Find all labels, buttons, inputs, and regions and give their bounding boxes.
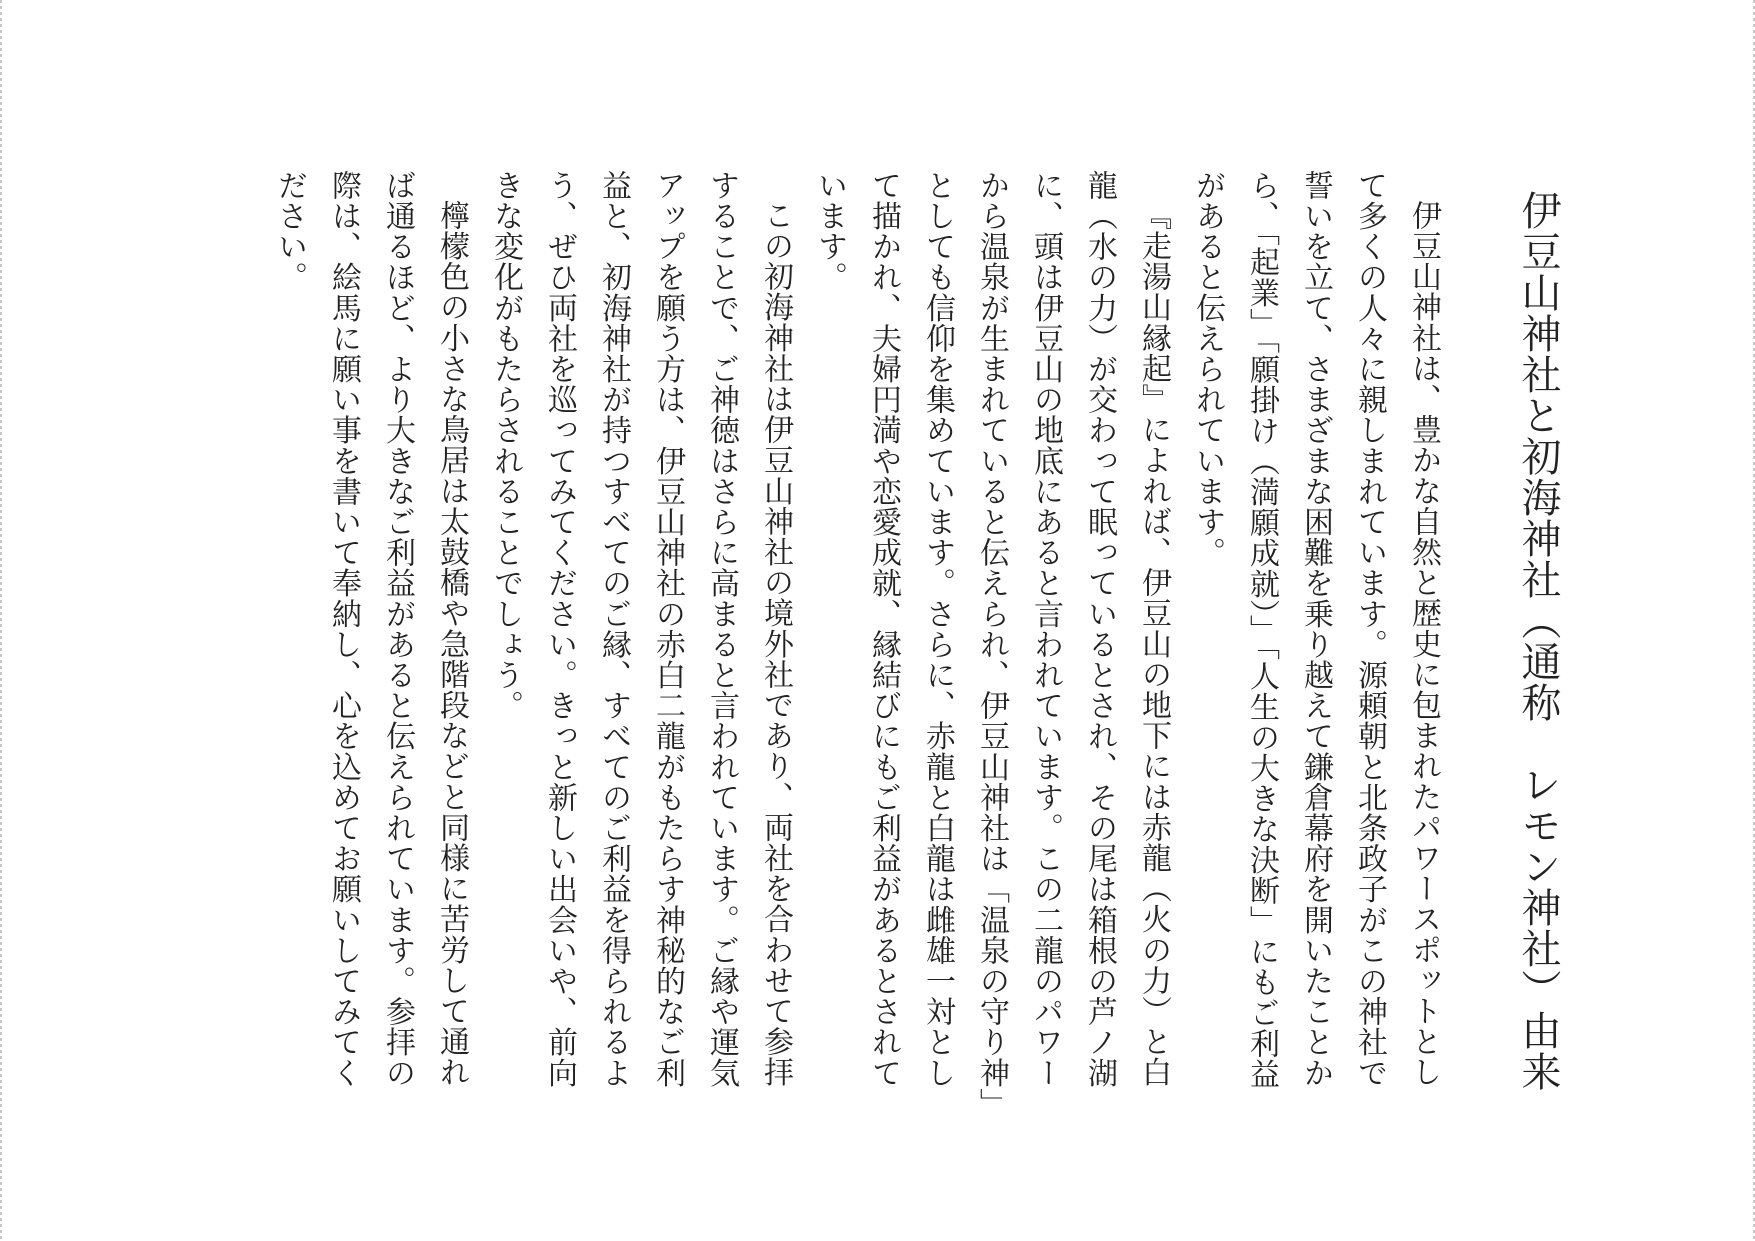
scan-edge-left: [0, 0, 2, 1241]
paragraph-1: 伊豆山神社は、豊かな自然と歴史に包まれたパワースポットとして多くの人々に親しまれています。源頼朝と北条政子がこの神社で誓いを立て、さまざまな困難を乗り越えて鎌倉幕府を開いたことから、「起業」「願掛け（満願成就）」「人生の大きな決断」にもご利益があると伝えられています。: [1190, 170, 1441, 1090]
page-title: 伊豆山神社と初海神社（通称 レモン神社）由来: [1515, 190, 1561, 1092]
paragraph-4: 檸檬色の小さな鳥居は太鼓橋や急階段などと同様に苦労して通れば通るほど、より大きなご利益があると伝えられています。参拝の際は、絵馬に願い事を書いて奉納し、心を込めてお願いしてみてください。: [272, 170, 469, 1088]
paragraph-3: この初海神社は伊豆山神社の境外社であり、両社を合わせて参拝することで、ご神徳はさらに高まると言われています。ご縁や運気アップを願う方は、伊豆山神社の赤白二龍がもたらす神秘的なご利益と、初海神社が持つすべてのご縁、すべてのご利益を得られるよう、ぜひ両社を巡ってみてください。きっと新しい出会いや、前向きな変化がもたらされることでしょう。: [488, 170, 793, 1088]
body-text: [270, 170, 1450, 1110]
paragraph-2: 『走湯山縁起』によれば、伊豆山の地下には赤龍（火の力）と白龍（水の力）が交わって眠っているとされ、その尾は箱根の芦ノ湖に、頭は伊豆山の地底にあると言われています。この二龍のパワーから温泉が生まれていると伝えられ、伊豆山神社は「温泉の守り神」としても信仰を集めています。さらに、赤龍と白龍は雌雄一対として描かれ、夫婦円満や恋愛成就、縁結びにもご利益があるとされています。: [812, 170, 1171, 1104]
